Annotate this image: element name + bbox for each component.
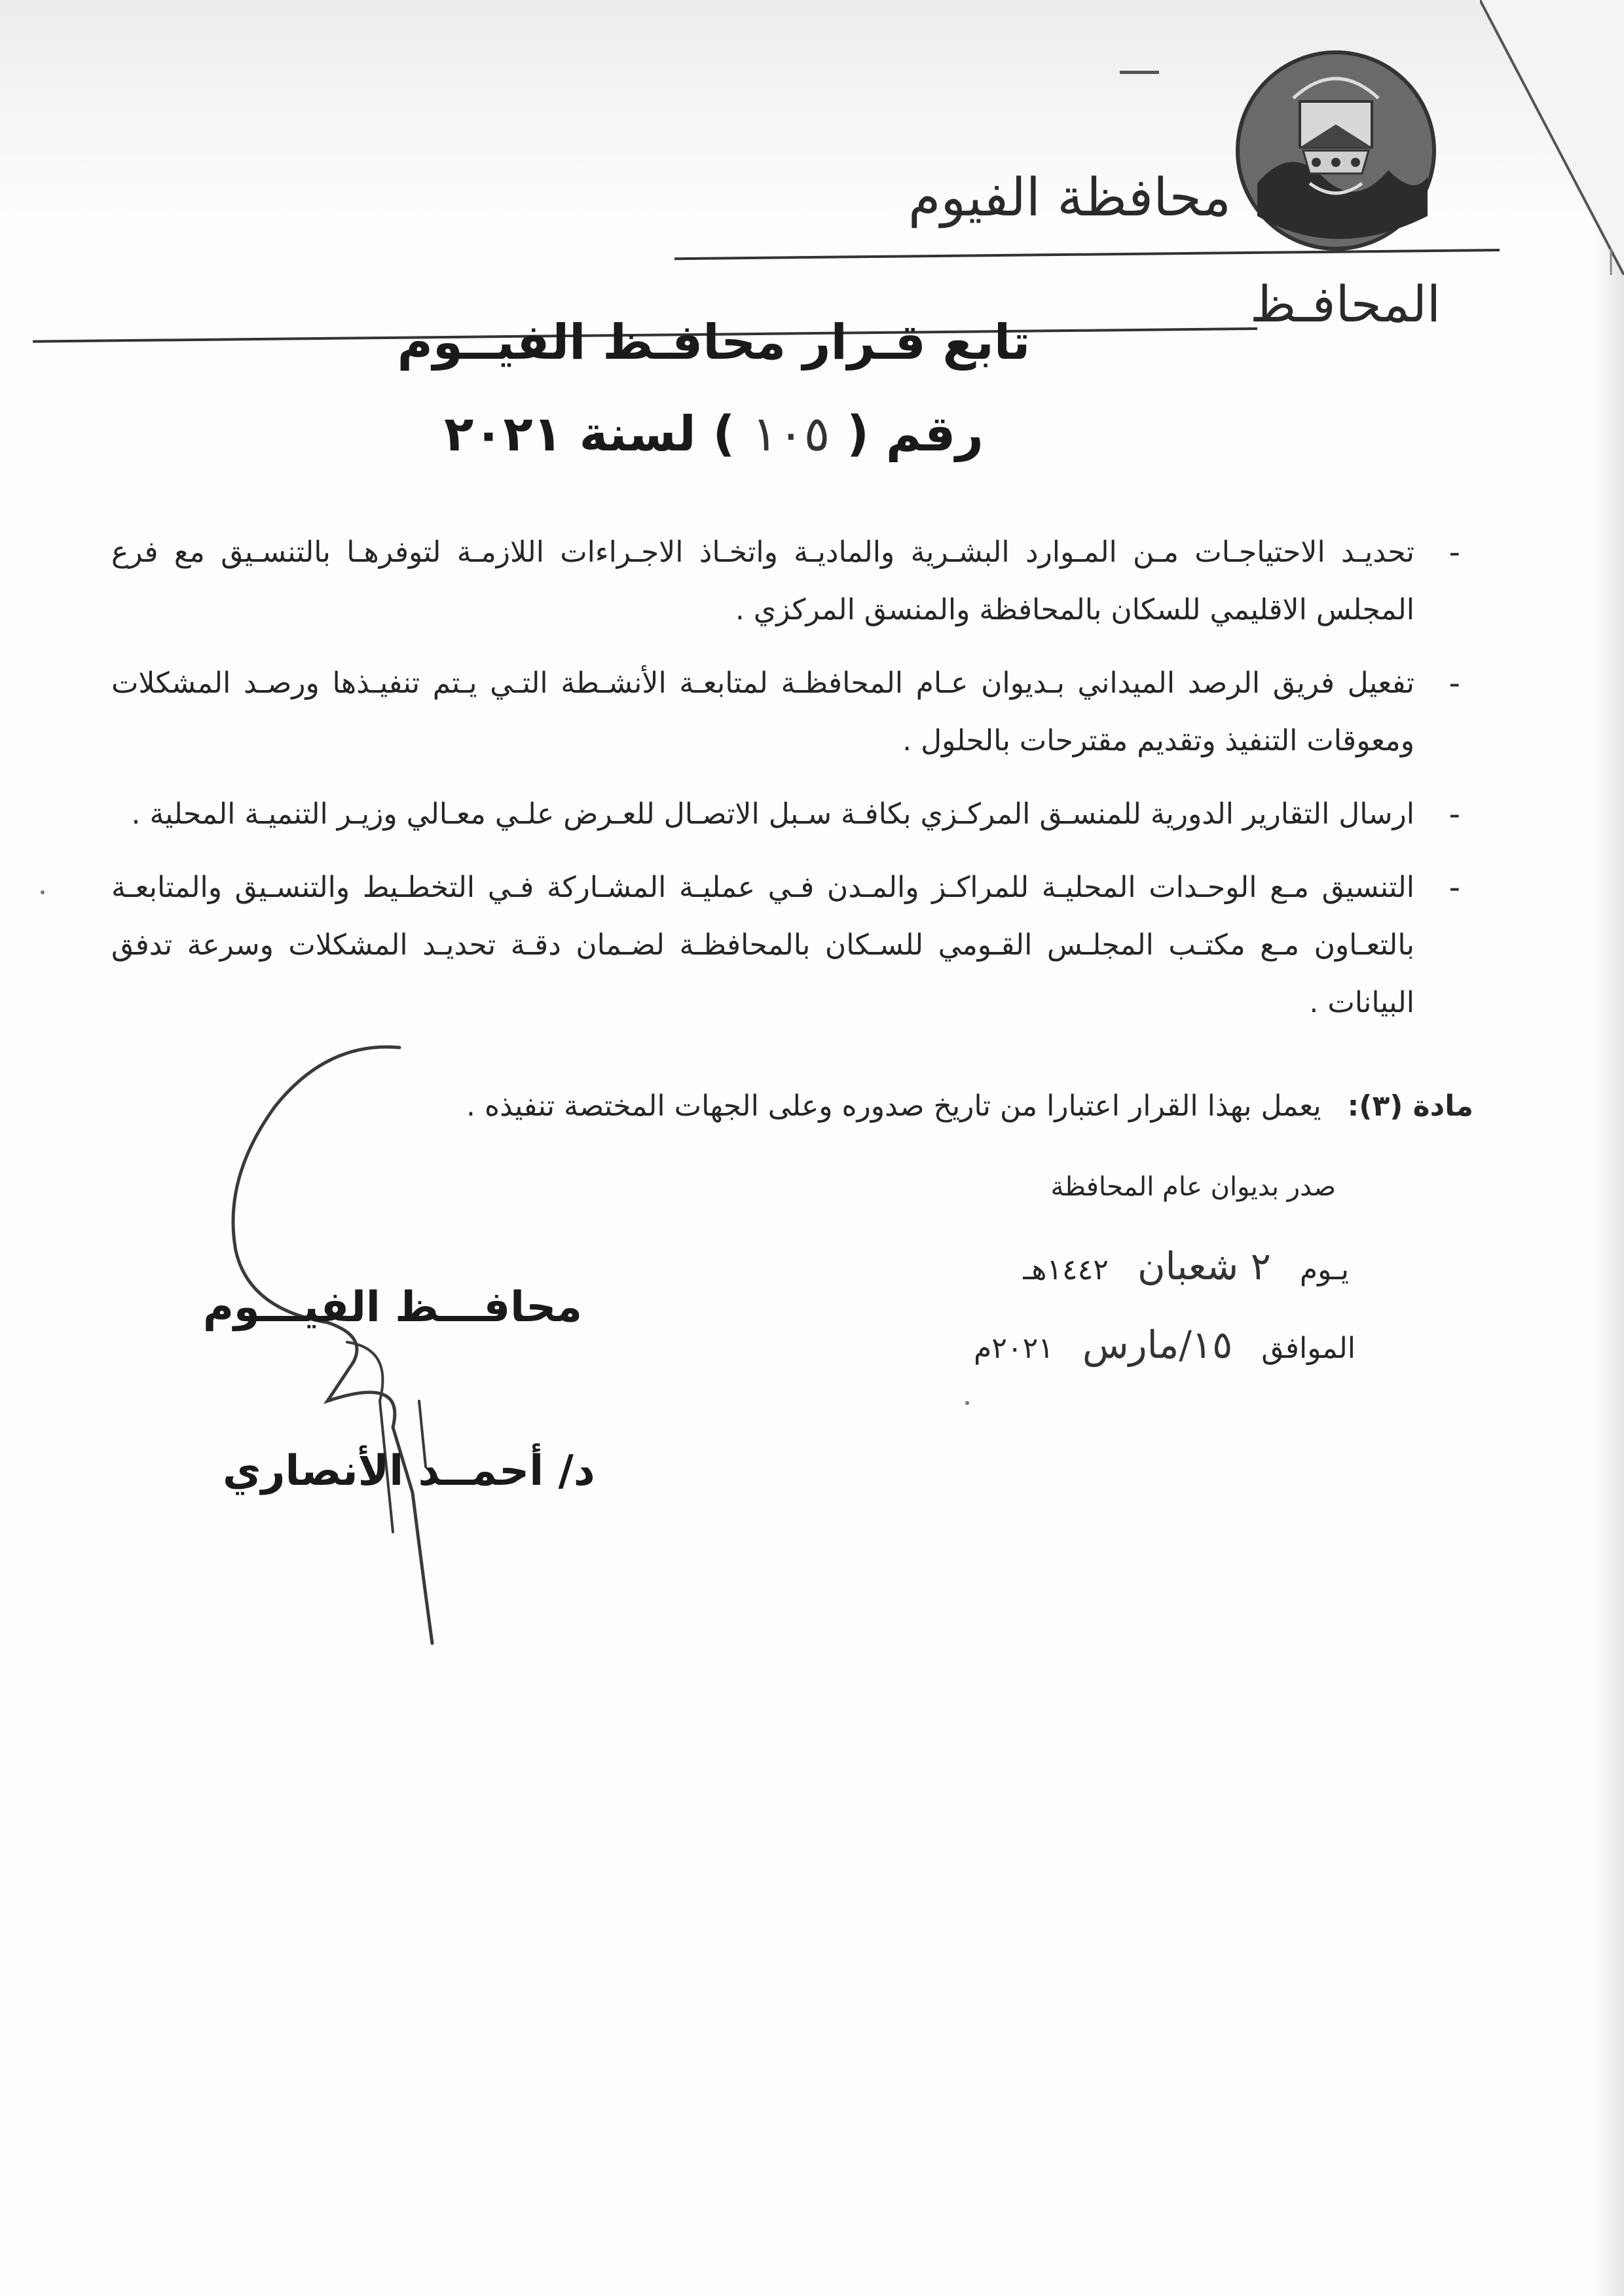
gregorian-date-line [974,1322,1356,1367]
folded-corner [1480,0,1624,275]
article-label: مادة (٣): [1347,1089,1473,1123]
issued-at: صدر بديوان عام المحافظة [1050,1172,1336,1202]
article-text: يعمل بهذا القرار اعتبارا من تاريخ صدوره وعلى الجهات المختصة تنفيذه . [466,1089,1321,1123]
article-3 [360,1080,1473,1133]
gregorian-year: ٢٠٢١م [974,1332,1054,1365]
hijri-date-line [1023,1244,1349,1288]
decree-items-list [111,524,1414,1048]
decree-number-suffix: ) لسنة ٢٠٢١ [444,406,735,462]
decree-title: تابع قـرار محافـظ الفيــوم [397,314,1031,371]
list-item: - ارسال التقارير الدورية للمنسـق المركـزي بكافـة سـبل الاتصـال للعـرض علـي معـالي وزيـر التنميـة المحلية . [111,786,1414,843]
decree-number-prefix: رقم ( [847,406,984,462]
signatory-name: د/ أحمــد الأنصاري [223,1447,595,1495]
hijri-date-handwritten: ٢ شعبان [1137,1244,1271,1288]
decree-number-handwritten: ١٠٥ [752,406,830,462]
scan-speck [965,1401,969,1405]
office-title: المحافـظ [1249,275,1441,333]
corresponding-label: الموافق [1261,1332,1356,1365]
governorate-name: محافظة الفيوم [908,167,1231,228]
handwritten-signature [196,1034,498,1656]
list-item: - تفعيل فريق الرصد الميداني بـديوان عـام المحافظـة لمتابعـة الأنشـطة التـي يـتم تنفيـذها ورصـد المشكلات ومعوقات التنفيذ وتقديم مقترحات بالحلول . [111,655,1414,770]
governorate-seal [1231,46,1441,255]
list-item: - تحديـد الاحتياجـات مـن المـوارد البشـرية والماديـة واتخـاذ الاجـراءات اللازمـة لتوفرهـا بالتنسـيق مع فرع المجلس الاقليمي للسكان بالمحافظة والمنسق المركزي . [111,524,1414,639]
day-label: يـوم [1299,1253,1349,1286]
list-item: - التنسيق مـع الوحـدات المحليـة للمراكـز والمـدن فـي عمليـة المشـاركة فـي التخطـيط والتنسـيق والمتابعـة بالتعـاون مـع مكتـب المجلـس القـومي للسـكان بالمحافظـة لضـمان دقـة تحديـد المشكلات وسرعة تدفق البيانات . [111,859,1414,1032]
gregorian-date-handwritten: ١٥/مارس [1082,1322,1233,1367]
hijri-year: ١٤٤٢هـ [1023,1253,1109,1286]
scan-speck [41,890,45,894]
scan-mark [1120,71,1159,74]
signatory-title: محافـــظ الفيـــوم [203,1283,582,1332]
page-edge-shadow [1595,0,1624,2296]
decree-number-line [0,406,1428,462]
